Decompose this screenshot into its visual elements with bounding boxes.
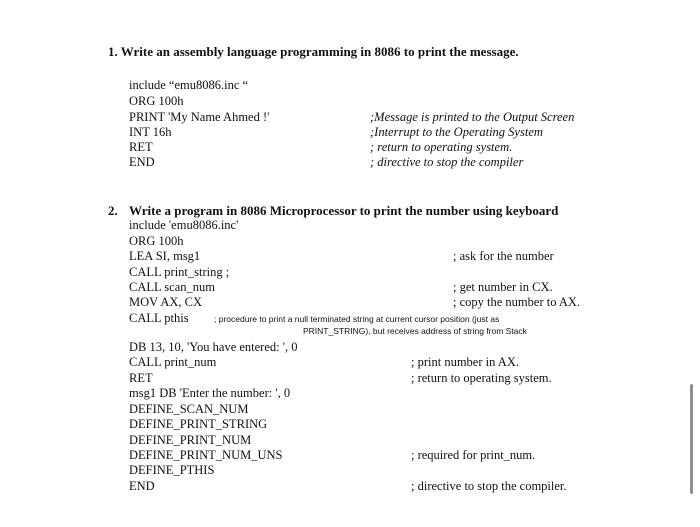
q2-code-line: DEFINE_PRINT_NUM_UNS	[129, 448, 283, 462]
q1-comment: ; directive to stop the compiler	[370, 155, 524, 169]
q2-code-line: msg1 DB 'Enter the number: ', 0	[129, 386, 291, 400]
question-2-number: 2.	[108, 203, 118, 218]
vertical-scrollbar[interactable]	[690, 384, 693, 494]
q2-code-line: DB 13, 10, 'You have entered: ', 0	[129, 340, 298, 354]
q2-code-line: DEFINE_SCAN_NUM	[129, 402, 249, 416]
q2-code-line: END	[129, 479, 155, 493]
q2-comment: ; ask for the number	[453, 249, 554, 263]
q2-code-line: DEFINE_PRINT_NUM	[129, 433, 252, 447]
question-2-title: Write a program in 8086 Microprocessor to print the number using keyboard	[129, 203, 559, 218]
q1-code-line: RET	[129, 140, 153, 154]
q2-code-line: CALL scan_num	[129, 280, 215, 294]
q1-comment: ;Interrupt to the Operating System	[370, 125, 543, 139]
q2-code-line: CALL pthis	[129, 311, 189, 325]
q1-code-line: ORG 100h	[129, 94, 184, 108]
q2-code-line: include 'emu8086.inc'	[129, 218, 239, 232]
q2-comment: ; copy the number to AX.	[453, 295, 581, 309]
q2-code-line: LEA SI, msg1	[129, 249, 201, 263]
q2-procedure-note: ; procedure to print a null terminated string at current cursor position (just as	[214, 314, 500, 324]
q2-code-line: CALL print_string ;	[129, 265, 230, 279]
q2-comment: ; required for print_num.	[411, 448, 536, 462]
q2-code-line: RET	[129, 371, 153, 385]
q1-comment: ; return to operating system.	[370, 140, 513, 154]
q2-procedure-note: PRINT_STRING), but receives address of string from Stack	[303, 326, 527, 336]
q2-code-line: DEFINE_PTHIS	[129, 463, 215, 477]
q2-code-line: ORG 100h	[129, 234, 184, 248]
q2-comment: ; return to operating system.	[411, 371, 552, 385]
q2-comment: ; get number in CX.	[453, 280, 553, 294]
q2-code-line: DEFINE_PRINT_STRING	[129, 417, 268, 431]
q1-code-line: END	[129, 155, 155, 169]
q2-comment: ; print number in AX.	[411, 355, 519, 369]
question-1-title: 1. Write an assembly language programming in 8086 to print the message.	[108, 44, 519, 59]
q1-comment: ;Message is printed to the Output Screen	[370, 110, 575, 124]
q2-code-line: CALL print_num	[129, 355, 217, 369]
q1-code-line: PRINT 'My Name Ahmed !'	[129, 110, 270, 124]
q1-code-line: include “emu8086.inc “	[129, 78, 249, 92]
q1-code-line: INT 16h	[129, 125, 172, 139]
q2-code-line: MOV AX, CX	[129, 295, 203, 309]
q2-comment: ; directive to stop the compiler.	[411, 479, 567, 493]
